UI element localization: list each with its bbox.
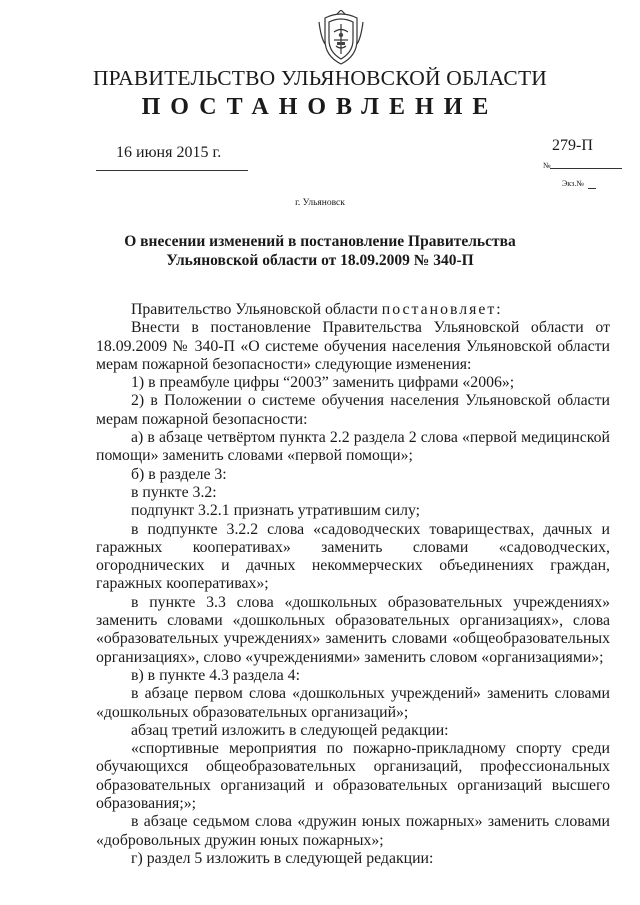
date-underline [96, 170, 248, 171]
government-title: ПРАВИТЕЛЬСТВО УЛЬЯНОВСКОЙ ОБЛАСТИ [92, 66, 548, 90]
subject-line-1: О внесении изменений в постановление Правительства [124, 233, 516, 250]
paragraph: «спортивные мероприятия по пожарно-прикладному спорту среди обучающихся общеобразовательных организаций, профессиональных образовательных организаций и образовательных организаций высшего образования;»; [96, 740, 610, 813]
copy-label: Экз.№ [562, 179, 584, 188]
paragraph: абзац третий изложить в следующей редакции: [131, 721, 449, 739]
subject-line-2: Ульяновской области от 18.09.2009 № 340-П [166, 252, 474, 269]
paragraph: 2) в Положении о системе обучения населения Ульяновской области мерам пожарной безопасности: [96, 392, 610, 428]
city: г. Ульяновск [295, 198, 345, 208]
document-body [96, 301, 610, 868]
paragraph: в подпункте 3.2.2 слова «садоводческих товариществах, дачных и гаражных кооперативах» заменить словами «садоводческих, огороднических и дачных некоммерческих объединениях граждан, гаражных кооперативах»; [96, 520, 610, 593]
paragraph: в пункте 3.3 слова «дошкольных образовательных учреждениях» заменить словами «дошкольных образовательных организациях», слова «образовательных учреждениях» заменить словами «общеобразовательных организациях», слово «учреждениями» заменить словом «организациями»; [96, 593, 610, 666]
paragraph: в пункте 3.2: [131, 483, 217, 501]
intro-verb: постановляет: [381, 301, 503, 318]
paragraph: подпункт 3.2.1 признать утратившим силу; [131, 502, 421, 520]
number-sign: № [543, 161, 551, 170]
document-subject [0, 232, 640, 270]
paragraph: б) в разделе 3: [131, 465, 227, 483]
intro-prefix: Правительство Ульяновской области [131, 301, 382, 318]
paragraph: г) раздел 5 изложить в следующей редакции: [131, 849, 434, 867]
paragraph: в абзаце первом слова «дошкольных учреждений» заменить словами «дошкольных образовательных организаций»; [96, 685, 610, 721]
document-date: 16 июня 2015 г. [116, 144, 222, 161]
copy-underline [588, 188, 596, 189]
paragraph: 1) в преамбуле цифры “2003” заменить цифрами «2006»; [131, 374, 515, 392]
intro-paragraph [96, 301, 610, 319]
document-type: ПОСТАНОВЛЕНИЕ [141, 94, 499, 120]
paragraph: Внести в постановление Правительства Ульяновской области от 18.09.2009 № 340-П «О системе обучения населения Ульяновской области мерам пожарной безопасности» следующие изменения: [96, 319, 610, 373]
paragraph: в) в пункте 4.3 раздела 4: [131, 666, 300, 684]
number-underline [550, 168, 622, 169]
coat-of-arms-icon [315, 10, 367, 68]
paragraph: а) в абзаце четвёртом пункта 2.2 раздела 2 слова «первой медицинской помощи» заменить словами «первой помощи»; [96, 429, 610, 465]
paragraph: в абзаце седьмом слова «дружин юных пожарных» заменить словами «добровольных дружин юных пожарных»; [96, 813, 610, 849]
document-number: 279-П [552, 137, 593, 154]
